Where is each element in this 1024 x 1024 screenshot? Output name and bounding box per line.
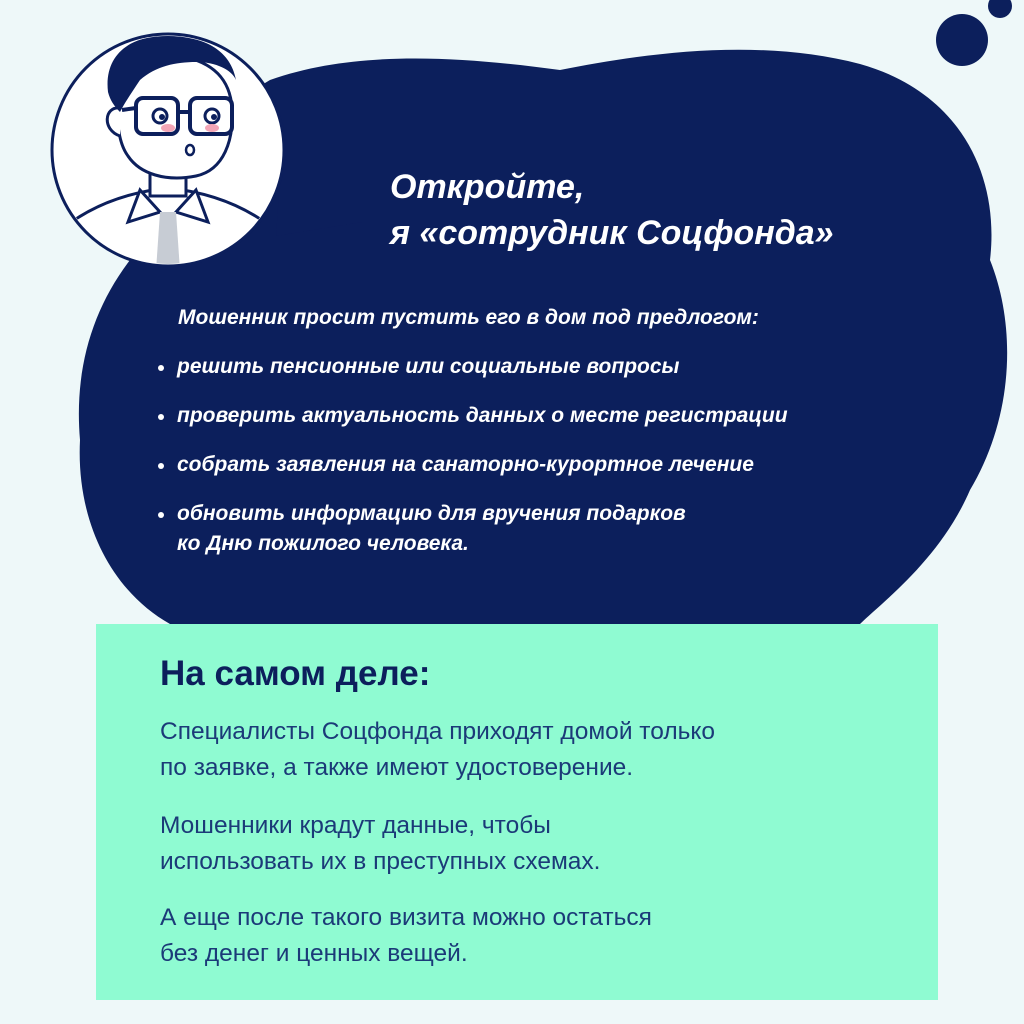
list-item [155,352,975,382]
bullet-icon [158,512,164,518]
bullet-icon [158,463,164,469]
reality-paragraph-2: Мошенники крадут данные, чтобы использовать их в преступных схемах. [160,812,601,875]
headline [390,164,990,256]
list-item [155,450,975,480]
reality-paragraph-1: Специалисты Соцфонда приходят домой только по заявке, а также имеют удостоверение. [160,718,716,781]
scam-intro: Мошенник просит пустить его в дом под предлогом: [178,306,759,329]
reality-paragraph-3: А еще после такого визита можно остаться без денег и ценных вещей. [160,904,652,967]
list-item-text: решить пенсионные или социальные вопросы [177,355,680,378]
bullet-icon [158,414,164,420]
list-item-text: собрать заявления на санаторно-курортное лечение [177,453,754,476]
list-item [155,499,975,559]
reality-panel [96,624,938,1000]
list-item-text: обновить информацию для вручения подарков ко Дню пожилого человека. [177,502,686,555]
reality-title: На самом деле: [160,654,431,693]
headline-line-1: Откройте, [390,168,585,206]
list-item [155,401,975,431]
bullet-icon [158,365,164,371]
headline-line-2: я «сотрудник Соцфонда» [390,214,834,252]
thought-dot-small [988,0,1012,18]
list-item-text: проверить актуальность данных о месте регистрации [177,404,788,427]
scam-pretext-list [155,352,975,578]
thought-dot-large [936,14,988,66]
